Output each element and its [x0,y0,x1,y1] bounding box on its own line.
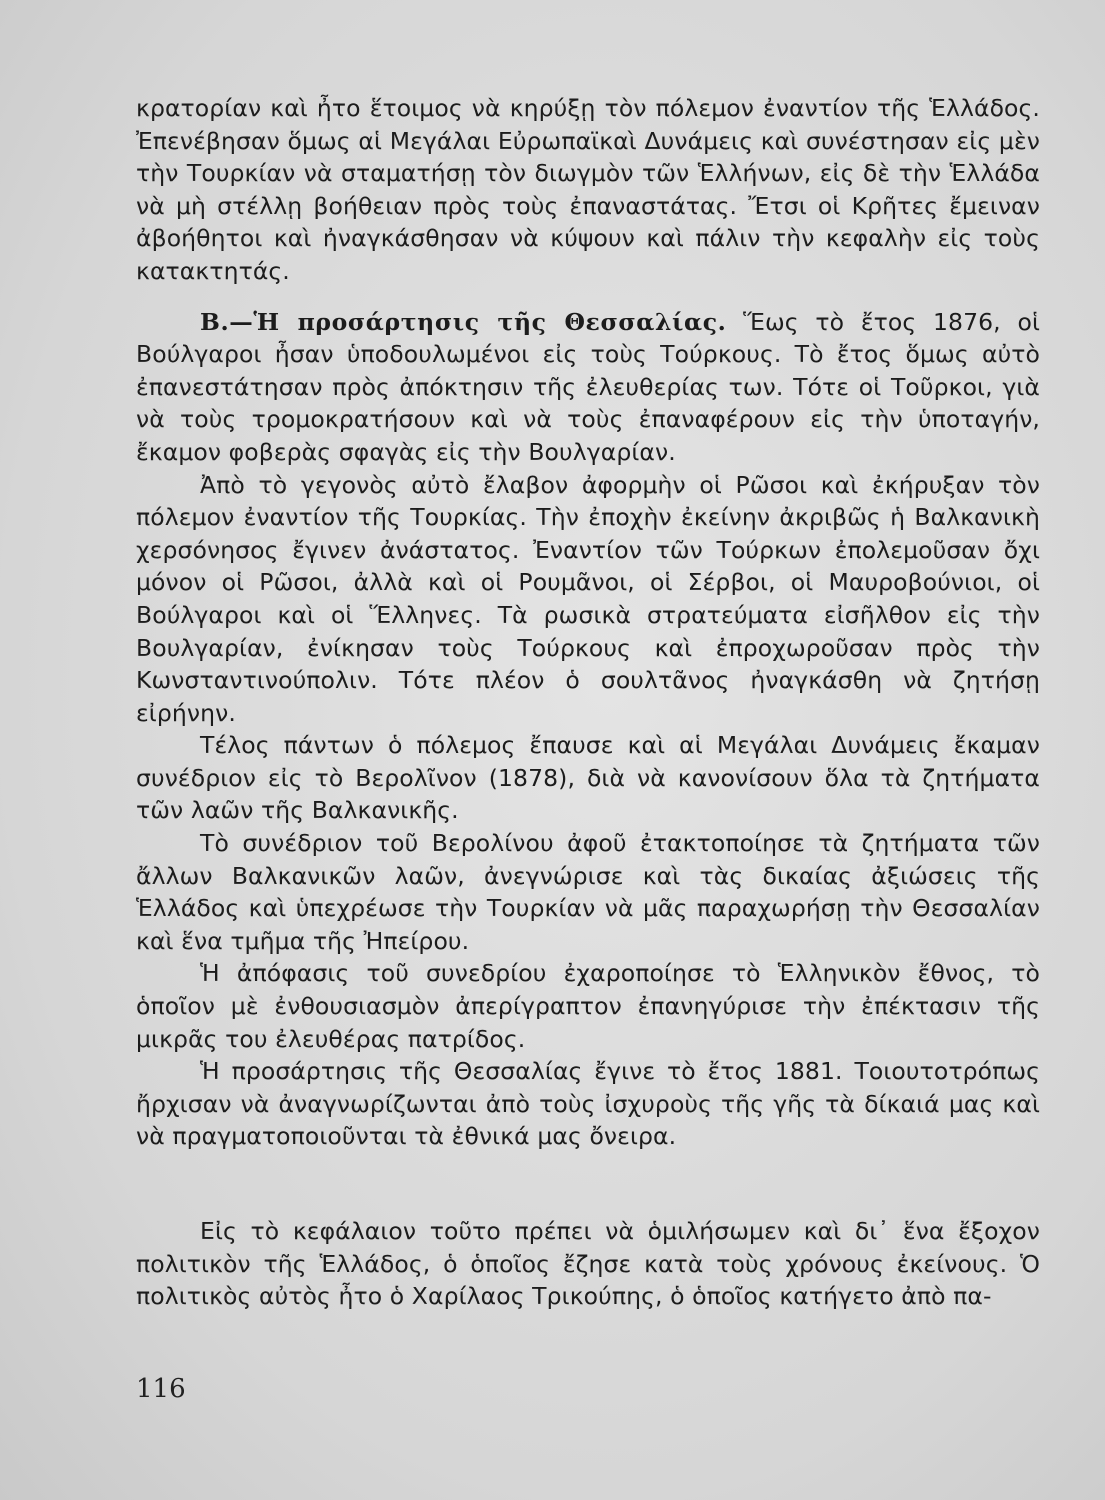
page-number: 116 [136,1374,186,1404]
paragraph-annexation-1881: Ἡ προσάρτησις τῆς Θεσσαλίας ἔγινε τὸ ἔτος 1881. Τοιουτοτρόπως ἤρχισαν νὰ ἀναγνωρίζωνται ἀπὸ τοὺς ἰσχυροὺς τῆς γῆς τὰ δίκαιά μας καὶ νὰ πραγματοποιοῦνται τὰ ἐθνικά μας ὄνειρα. [136,1057,1040,1151]
page-body-text [136,92,1040,1313]
section-b-text: Ἕως τὸ ἔτος 1876, οἱ Βούλγαροι ἦσαν ὑποδουλωμένοι εἰς τοὺς Τούρκους. Τὸ ἔτος ὅμως αὐτὸ ἐπανεστάτησαν πρὸς ἀπόκτησιν τῆς ἐλευθερίας των. Τότε οἱ Τοῦρκοι, γιὰ νὰ τοὺς τρομοκρατήσουν καὶ νὰ τοὺς ἐπαναφέρουν εἰς τὴν ὑποταγήν, ἔκαμον φοβερὰς σφαγὰς εἰς τὴν Βουλγαρίαν. [136,307,1040,466]
paragraph-berlin-congress: Τέλος πάντων ὁ πόλεμος ἔπαυσε καὶ αἱ Μεγάλαι Δυνάμεις ἔκαμαν συνέδριον εἰς τὸ Βερολῖνον (1878), διὰ νὰ κανονίσουν ὅλα τὰ ζητήματα τῶν λαῶν τῆς Βαλκανικῆς. [136,731,1040,825]
paragraph-trikoupis-intro: Εἰς τὸ κεφάλαιον τοῦτο πρέπει νὰ ὁμιλήσωμεν καὶ δι᾽ ἕνα ἔξοχον πολιτικὸν τῆς Ἑλλάδος, ὁ ὁποῖος ἔζησε κατὰ τοὺς χρόνους ἐκείνους. Ὁ πολιτικὸς αὐτὸς ἦτο ὁ Χαρίλαος Τρικούπης, ὁ ὁποῖος κατήγετο ἀπὸ πα- [136,1217,1040,1311]
section-heading-thessaly-annexation: Β.—Ἡ προσάρτησις τῆς Θεσσαλίας. [200,307,727,336]
paragraph-national-joy: Ἡ ἀπόφασις τοῦ συνεδρίου ἐχαροποίησε τὸ Ἑλληνικὸν ἔθνος, τὸ ὁποῖον μὲ ἐνθουσιασμὸν ἀπερίγραπτον ἐπανηγύρισε τὴν ἐπέκτασιν τῆς μικρᾶς του ἐλευθέρας πατρίδος. [136,959,1040,1053]
paragraph-crete-continuation: κρατορίαν καὶ ἦτο ἕτοιμος νὰ κηρύξῃ τὸν πόλεμον ἐναντίον τῆς Ἑλλάδος. Ἐπενέβησαν ὅμως αἱ Μεγάλαι Εὐρωπαϊκαὶ Δυνάμεις καὶ συνέστησαν εἰς μὲν τὴν Τουρκίαν νὰ σταματήσῃ τὸν διωγμὸν τῶν Ἑλλήνων, εἰς δὲ τὴν Ἑλλάδα νὰ μὴ στέλλῃ βοήθειαν πρὸς τοὺς ἐπαναστάτας. Ἔτσι οἱ Κρῆτες ἔμειναν ἀβοήθητοι καὶ ἠναγκάσθησαν νὰ κύψουν καὶ πάλιν τὴν κεφαλὴν εἰς τοὺς κατακτητάς. [136,94,1040,285]
paragraph-congress-decision: Τὸ συνέδριον τοῦ Βερολίνου ἀφοῦ ἐτακτοποίησε τὰ ζητήματα τῶν ἄλλων Βαλκανικῶν λαῶν, ἀνεγνώρισε καὶ τὰς δικαίας ἀξιώσεις τῆς Ἑλλάδος καὶ ὑπεχρέωσε τὴν Τουρκίαν νὰ μᾶς παραχωρήσῃ τὴν Θεσσαλίαν καὶ ἕνα τμῆμα τῆς Ἠπείρου. [136,829,1040,955]
paragraph-russo-turkish-war: Ἀπὸ τὸ γεγονὸς αὐτὸ ἔλαβον ἀφορμὴν οἱ Ρῶσοι καὶ ἐκήρυξαν τὸν πόλεμον ἐναντίον τῆς Τουρκίας. Τὴν ἐποχὴν ἐκείνην ἀκριβῶς ἡ Βαλκανικὴ χερσόνησος ἔγινεν ἀνάστατος. Ἐναντίον τῶν Τούρκων ἐπολεμοῦσαν ὄχι μόνον οἱ Ρῶσοι, ἀλλὰ καὶ οἱ Ρουμᾶνοι, οἱ Σέρβοι, οἱ Μαυροβούνιοι, οἱ Βούλγαροι καὶ οἱ Ἕλληνες. Τὰ ρωσικὰ στρατεύματα εἰσῆλθον εἰς τὴν Βουλγαρίαν, ἐνίκησαν τοὺς Τούρκους καὶ ἐπροχωροῦσαν πρὸς τὴν Κωνσταντινούπολιν. Τότε πλέον ὁ σουλτᾶνος ἠναγκάσθη νὰ ζητήσῃ εἰρήνην. [136,470,1040,727]
paragraph-section-b [136,306,1040,469]
